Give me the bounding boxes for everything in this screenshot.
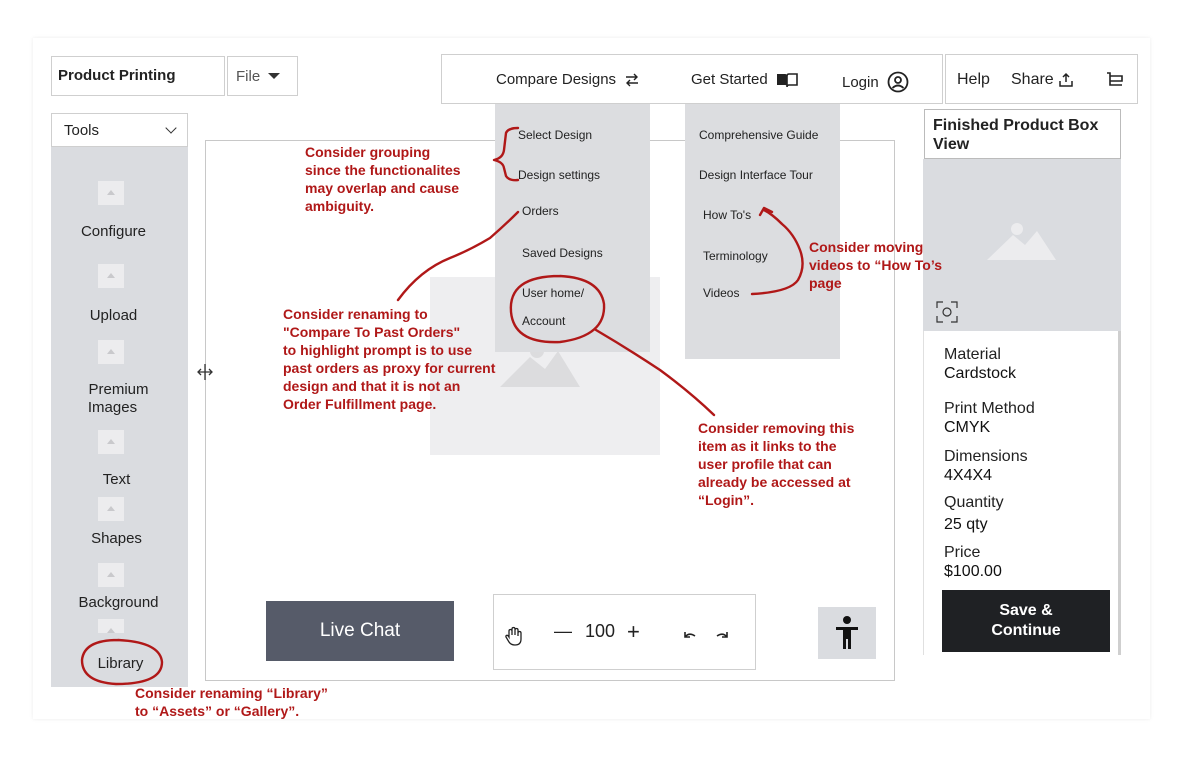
save-label-line2: Continue bbox=[991, 622, 1061, 639]
material-spec bbox=[944, 345, 1016, 383]
annotation-line: design and that it is not an bbox=[283, 378, 461, 394]
annotation-line: "Compare To Past Orders" bbox=[283, 324, 461, 340]
tool-library[interactable]: Library bbox=[97, 655, 144, 672]
menu-terminology[interactable]: Terminology bbox=[703, 249, 768, 263]
menu-select-design[interactable]: Select Design bbox=[518, 128, 593, 142]
tool-premium-images-line2[interactable]: Images bbox=[87, 399, 138, 416]
annotation-line: page bbox=[809, 275, 842, 291]
price-spec bbox=[944, 543, 1002, 581]
accessibility-button[interactable] bbox=[818, 607, 876, 659]
background-icon bbox=[98, 563, 124, 587]
configure-icon bbox=[98, 181, 124, 205]
resize-handle-icon[interactable] bbox=[196, 363, 214, 381]
finished-product-title-line2: View bbox=[933, 136, 970, 153]
help-link[interactable]: Help bbox=[957, 71, 990, 88]
save-continue-button[interactable] bbox=[942, 590, 1110, 652]
login-label: Login bbox=[842, 73, 879, 91]
tool-premium-images[interactable]: Premium bbox=[88, 381, 149, 398]
annotation-line: Consider removing this bbox=[698, 420, 855, 436]
tools-dropdown[interactable] bbox=[51, 113, 188, 147]
file-menu-button[interactable] bbox=[227, 56, 298, 96]
live-chat-button[interactable]: Live Chat bbox=[266, 601, 454, 661]
annotation-rename-orders bbox=[283, 305, 495, 413]
project-title: Product Printing bbox=[51, 56, 225, 96]
get-started-button[interactable] bbox=[691, 71, 798, 88]
file-menu-label: File bbox=[236, 67, 261, 85]
user-avatar-icon bbox=[887, 71, 909, 93]
compare-designs-label: Compare Designs bbox=[496, 71, 617, 88]
tool-shapes[interactable]: Shapes bbox=[91, 530, 142, 547]
quantity-spec bbox=[944, 493, 1004, 534]
undo-icon[interactable] bbox=[682, 630, 698, 642]
annotation-line: Consider grouping bbox=[305, 144, 431, 160]
annotation-line: “Login”. bbox=[698, 492, 754, 508]
share-icon bbox=[1058, 72, 1074, 88]
zoom-level: 100 bbox=[585, 621, 616, 641]
expand-view-icon[interactable] bbox=[936, 301, 958, 323]
menu-how-tos[interactable]: How To's bbox=[703, 208, 752, 222]
print-method-label: Print Method bbox=[944, 400, 1035, 417]
zoom-out-button[interactable]: — bbox=[554, 621, 572, 641]
menu-orders[interactable]: Orders bbox=[522, 204, 559, 218]
menu-user-home[interactable]: User home/ bbox=[522, 286, 585, 300]
get-started-label: Get Started bbox=[691, 71, 768, 88]
menu-comprehensive-guide[interactable]: Comprehensive Guide bbox=[699, 128, 819, 142]
upload-icon bbox=[98, 264, 124, 288]
right-navigation bbox=[945, 54, 1138, 104]
share-label: Share bbox=[1011, 71, 1054, 88]
cart-button[interactable] bbox=[1106, 71, 1124, 94]
menu-videos[interactable]: Videos bbox=[703, 286, 740, 300]
compare-designs-button[interactable] bbox=[496, 71, 640, 88]
material-label: Material bbox=[944, 346, 1001, 363]
book-icon bbox=[776, 72, 798, 88]
annotation-remove-item bbox=[698, 419, 854, 509]
zoom-toolbar bbox=[493, 594, 756, 670]
swap-arrows-icon bbox=[624, 73, 640, 87]
quantity-value: 25 qty bbox=[944, 516, 988, 533]
tool-background[interactable]: Background bbox=[78, 594, 159, 611]
annotation-line: may overlap and cause bbox=[305, 180, 460, 196]
tool-configure[interactable]: Configure bbox=[80, 223, 147, 240]
annotation-line: item as it links to the bbox=[698, 438, 837, 454]
library-icon bbox=[98, 619, 124, 633]
share-button[interactable] bbox=[1011, 71, 1074, 89]
menu-design-settings[interactable]: Design settings bbox=[518, 168, 601, 182]
annotation-line: Consider renaming “Library” bbox=[135, 685, 328, 701]
menu-design-interface-tour[interactable]: Design Interface Tour bbox=[699, 168, 813, 182]
annotation-line: already be accessed at bbox=[698, 474, 851, 490]
annotation-line: videos to “How To’s bbox=[809, 257, 943, 273]
save-label-line1: Save & bbox=[999, 602, 1053, 619]
print-method-value: CMYK bbox=[944, 419, 991, 436]
annotation-line: Order Fulfillment page. bbox=[283, 396, 437, 412]
finished-product-preview bbox=[923, 159, 1121, 331]
cart-icon bbox=[1106, 71, 1124, 89]
tool-upload[interactable]: Upload bbox=[89, 307, 138, 324]
price-value: $100.00 bbox=[944, 563, 1002, 580]
hand-pan-icon[interactable] bbox=[503, 625, 525, 647]
annotation-line: ambiguity. bbox=[305, 198, 374, 214]
accessibility-icon bbox=[834, 615, 860, 651]
print-method-spec bbox=[944, 399, 1035, 437]
price-label: Price bbox=[944, 544, 981, 561]
annotation-grouping bbox=[305, 143, 461, 215]
annotation-line: since the functionalites bbox=[305, 162, 461, 178]
premium-images-icon bbox=[98, 340, 124, 364]
caret-down-icon bbox=[268, 73, 280, 79]
get-started-dropdown bbox=[685, 104, 840, 359]
shapes-icon bbox=[98, 497, 124, 521]
annotation-line: to “Assets” or “Gallery”. bbox=[135, 703, 300, 719]
material-value: Cardstock bbox=[944, 365, 1017, 382]
tool-text[interactable]: Text bbox=[102, 471, 131, 488]
annotation-line: Consider renaming to bbox=[283, 306, 428, 322]
quantity-label: Quantity bbox=[944, 494, 1004, 511]
dimensions-spec bbox=[944, 447, 1028, 485]
finished-product-title-line1: Finished Product Box bbox=[933, 117, 1099, 134]
tools-label: Tools bbox=[64, 121, 100, 139]
finished-product-title bbox=[924, 109, 1121, 159]
annotation-move-videos bbox=[809, 238, 942, 292]
annotation-line: Consider moving bbox=[809, 239, 924, 255]
annotation-line: user profile that can bbox=[698, 456, 832, 472]
chevron-down-icon bbox=[165, 122, 176, 133]
menu-account[interactable]: Account bbox=[522, 314, 566, 328]
redo-icon[interactable] bbox=[714, 630, 730, 642]
annotation-line: to highlight prompt is to use bbox=[283, 342, 472, 358]
menu-saved-designs[interactable]: Saved Designs bbox=[522, 246, 603, 260]
dimensions-label: Dimensions bbox=[944, 448, 1028, 465]
dimensions-value: 4X4X4 bbox=[944, 467, 993, 484]
annotation-rename-library bbox=[135, 684, 328, 720]
compare-designs-dropdown bbox=[495, 104, 650, 352]
zoom-in-button[interactable]: + bbox=[627, 619, 640, 644]
annotation-line: past orders as proxy for current bbox=[283, 360, 496, 376]
text-tool-icon bbox=[98, 430, 124, 454]
top-navigation bbox=[441, 54, 943, 104]
login-button[interactable] bbox=[842, 71, 909, 93]
